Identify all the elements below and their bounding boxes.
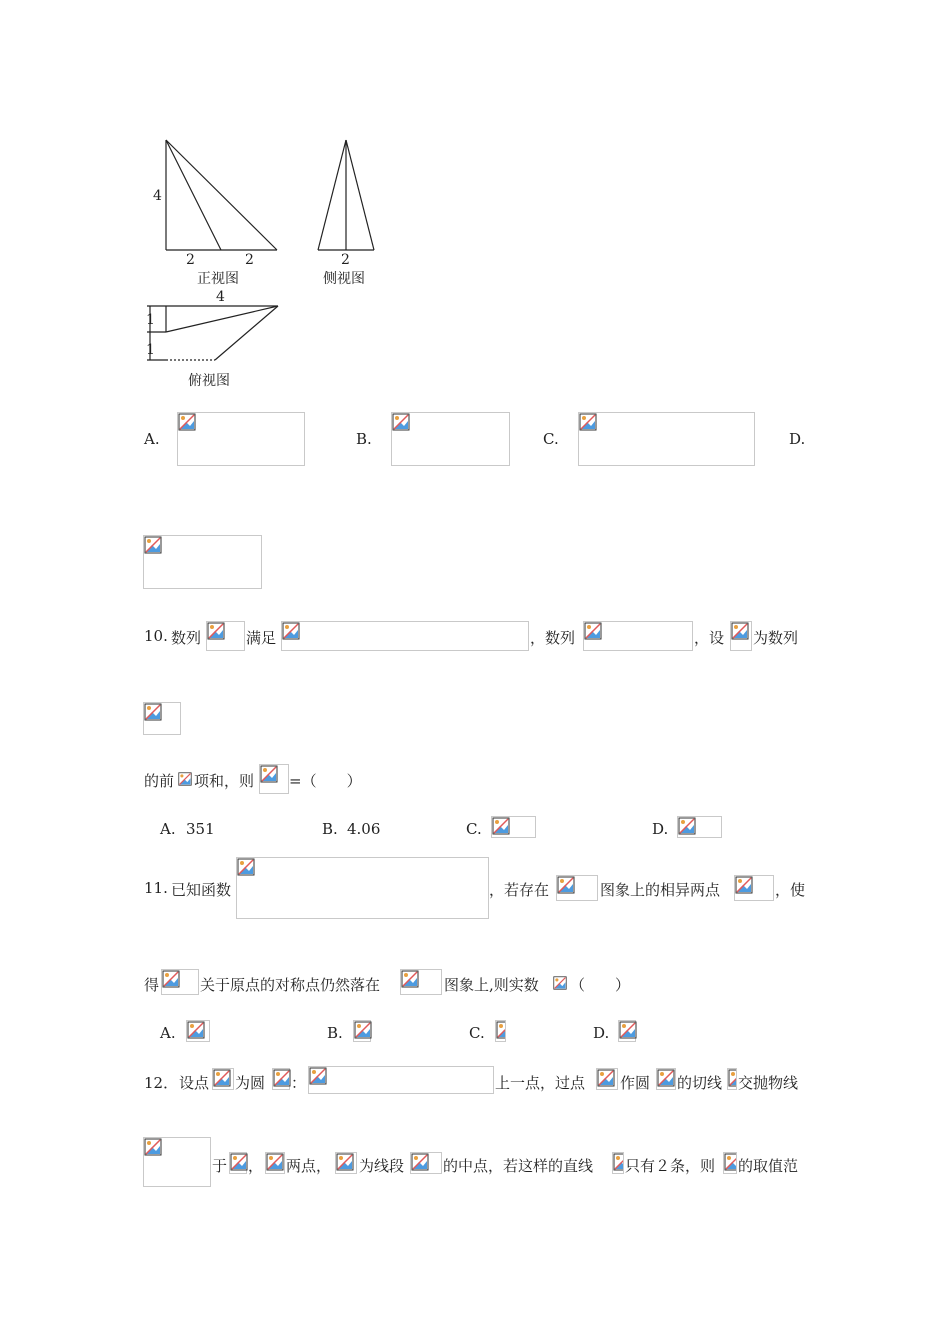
broken-image-icon: [411, 1153, 429, 1171]
q11-text-8: （ ）: [570, 976, 631, 994]
broken-image-icon: [678, 817, 696, 835]
broken-image-icon: [354, 1021, 372, 1039]
q12-text-14: 的取值范: [738, 1157, 799, 1175]
broken-image-icon: [336, 1153, 354, 1171]
q12-formula-image: [727, 1068, 737, 1090]
q10-formula-image: [281, 621, 529, 651]
broken-image-icon: [162, 970, 180, 988]
q12-text-7: 交抛物线: [738, 1074, 799, 1092]
broken-image-icon: [266, 1153, 284, 1171]
q12-text-10: 两点，: [286, 1157, 332, 1175]
front-view-hypotenuse: [166, 140, 277, 250]
broken-image-icon: [597, 1069, 615, 1087]
q12-formula-image: [212, 1068, 234, 1090]
q11-formula-image: [734, 875, 774, 901]
q12-text-6: 的切线: [677, 1074, 723, 1092]
q9-option-c-label: C.: [543, 430, 559, 448]
q10-number: 10.: [144, 627, 168, 645]
broken-image-icon: [178, 772, 192, 786]
side-view-left-edge: [318, 140, 346, 250]
front-view-base-label-2: 2: [245, 252, 254, 268]
broken-image-icon: [282, 622, 300, 640]
q11-text-4: ，使: [775, 881, 806, 899]
q12-formula-image: [596, 1068, 618, 1090]
broken-image-icon: [401, 970, 419, 988]
q11-text-2: ，若存在: [489, 881, 550, 899]
q11-number: 11.: [144, 879, 168, 897]
broken-image-icon: [237, 858, 255, 876]
q10-option-a-label: A.: [160, 820, 176, 838]
top-view-right-edge: [215, 306, 278, 360]
broken-image-icon: [207, 622, 225, 640]
top-view-caption: 俯视图: [188, 373, 230, 389]
q12-text-5: 作圆: [620, 1074, 651, 1092]
q9-option-b-label: B.: [356, 430, 372, 448]
q9-option-c-image: [578, 412, 755, 466]
top-view-height-label-2: 1: [146, 342, 155, 358]
q9-option-d-image: [143, 535, 262, 589]
q9-option-a-label: A.: [144, 430, 160, 448]
top-view-width-label: 4: [216, 289, 225, 305]
three-view-figure: [140, 130, 400, 395]
q10-option-b-value: 4.06: [347, 820, 381, 838]
broken-image-icon: [144, 1138, 162, 1156]
front-view-caption: 正视图: [197, 271, 239, 287]
q9-option-d-label: D.: [789, 430, 806, 448]
q11-text-1: 已知函数: [171, 881, 232, 899]
broken-image-icon: [735, 876, 753, 894]
q11-option-d-label: D.: [593, 1024, 610, 1042]
q11-option-b-label: B.: [327, 1024, 343, 1042]
q10-text-7: 项和，则: [194, 772, 255, 790]
q12-text-1: 设点: [179, 1074, 210, 1092]
side-view-base-label: 2: [341, 252, 350, 268]
q10-text-3: ，数列: [530, 629, 576, 647]
broken-image-icon: [731, 622, 749, 640]
front-view-inner-edge: [166, 140, 221, 250]
broken-image-icon: [553, 976, 567, 990]
q10-text-5: 为数列: [753, 629, 799, 647]
q12-text-11: 为线段: [359, 1157, 405, 1175]
broken-image-icon: [619, 1021, 637, 1039]
q11-option-a-label: A.: [160, 1024, 176, 1042]
q12-formula-image: [308, 1066, 494, 1094]
broken-image-icon: [579, 413, 597, 431]
q10-formula-image: [206, 621, 245, 651]
q10-option-c-label: C.: [466, 820, 482, 838]
q11-text-3: 图象上的相异两点: [600, 881, 721, 899]
q12-formula-image: [410, 1152, 442, 1174]
broken-image-icon: [144, 703, 162, 721]
q10-formula-image: [259, 764, 289, 794]
side-view-caption: 侧视图: [323, 271, 365, 287]
q10-option-d-image: [677, 816, 722, 838]
front-view-height-label: 4: [153, 188, 162, 204]
broken-image-icon: [492, 817, 510, 835]
top-view-height-label-1: 1: [146, 312, 155, 328]
broken-image-icon: [392, 413, 410, 431]
q12-text-4: 上一点，过点: [495, 1074, 586, 1092]
broken-image-icon: [230, 1153, 248, 1171]
q12-formula-image: [723, 1152, 737, 1174]
front-view-base-label-1: 2: [186, 252, 195, 268]
q11-option-a-image: [186, 1020, 210, 1042]
q12-text-3: ：: [291, 1074, 307, 1092]
q11-option-b-image: [353, 1020, 371, 1042]
broken-image-icon: [613, 1153, 624, 1171]
q10-option-d-label: D.: [652, 820, 669, 838]
q11-formula-image: [556, 875, 598, 901]
q11-option-c-label: C.: [469, 1024, 485, 1042]
q11-text-5: 得: [144, 976, 160, 994]
broken-image-icon: [178, 413, 196, 431]
q11-formula-image: [161, 969, 199, 995]
q10-option-b-label: B.: [322, 820, 338, 838]
q12-text-13: 只有２条，则: [625, 1157, 716, 1175]
q11-option-c-image: [495, 1020, 506, 1042]
broken-image-icon: [187, 1021, 205, 1039]
q12-text-12: 的中点，若这样的直线: [443, 1157, 594, 1175]
q12-formula-image: [229, 1152, 247, 1174]
q12-formula-image: [265, 1152, 285, 1174]
broken-image-icon: [260, 765, 278, 783]
broken-image-icon: [584, 622, 602, 640]
side-view-right-edge: [346, 140, 374, 250]
broken-image-icon: [213, 1069, 231, 1087]
q11-formula-image: [236, 857, 489, 919]
q12-formula-image: [656, 1068, 676, 1090]
q12-formula-image: [335, 1152, 357, 1174]
q12-formula-image: [272, 1068, 290, 1090]
q9-option-a-image: [177, 412, 305, 466]
broken-image-icon: [496, 1021, 506, 1039]
q12-number: 12．: [144, 1074, 179, 1092]
broken-image-icon: [657, 1069, 675, 1087]
q10-text-6: 的前: [144, 772, 175, 790]
q10-text-1: 数列: [171, 629, 202, 647]
broken-image-icon: [144, 536, 162, 554]
q11-formula-image: [400, 969, 442, 995]
q12-formula-image: [143, 1137, 211, 1187]
q12-text-8: 于: [212, 1157, 228, 1175]
broken-image-icon: [728, 1069, 737, 1087]
q11-text-7: 图象上,则实数: [444, 976, 539, 994]
q12-formula-image: [612, 1152, 624, 1174]
q10-text-4: ，设: [694, 629, 725, 647]
broken-image-icon: [309, 1067, 327, 1085]
q10-text-2: 满足: [246, 629, 277, 647]
q10-formula-image: [143, 702, 181, 735]
q10-formula-image: [583, 621, 693, 651]
q10-text-8: =（ ）: [289, 772, 362, 790]
broken-image-icon: [273, 1069, 291, 1087]
q11-text-6: 关于原点的对称点仍然落在: [200, 976, 381, 994]
q10-option-c-image: [491, 816, 536, 838]
q9-option-b-image: [391, 412, 510, 466]
q11-option-d-image: [618, 1020, 636, 1042]
q12-text-2: 为圆: [235, 1074, 266, 1092]
broken-image-icon: [724, 1153, 737, 1171]
q12-text-9: ，: [248, 1157, 264, 1175]
top-view-middle-edge: [166, 306, 278, 332]
q10-formula-image: [730, 621, 752, 651]
broken-image-icon: [557, 876, 575, 894]
q10-option-a-value: 351: [186, 820, 215, 838]
